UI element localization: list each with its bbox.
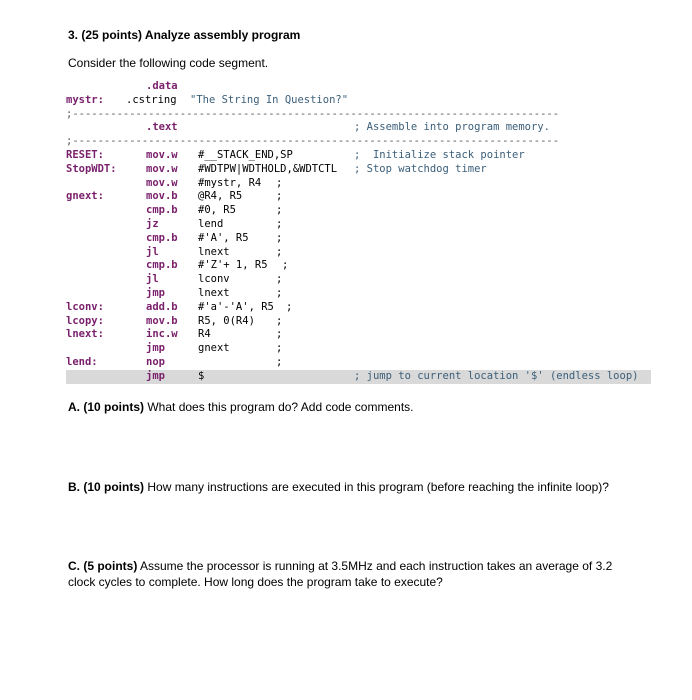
code-line	[66, 149, 651, 163]
instruction-operand: lconv	[198, 273, 230, 286]
intro-text: Consider the following code segment.	[68, 56, 269, 70]
instruction-mnemonic: mov.w	[146, 148, 178, 161]
code-line	[66, 342, 651, 356]
instruction-mnemonic: mov.b	[146, 314, 178, 327]
text-line	[66, 121, 651, 135]
instruction-operand: #'A', R5	[198, 231, 249, 244]
comment-marker: ;	[276, 355, 283, 368]
instruction-mnemonic: mov.b	[146, 190, 178, 203]
instruction-mnemonic: jmp	[146, 342, 165, 355]
text-comment: ; Assemble into program memory.	[354, 121, 550, 134]
question-a	[68, 399, 638, 415]
code-line	[66, 218, 651, 232]
instruction-mnemonic: mov.w	[146, 176, 178, 189]
code-line	[66, 204, 651, 218]
dash-line	[66, 135, 651, 149]
question-c	[68, 558, 638, 590]
instruction-mnemonic: inc.w	[146, 328, 178, 341]
instruction-operand: #mystr, R4	[198, 176, 262, 189]
question-b	[68, 479, 638, 495]
code-label: lend:	[66, 355, 98, 368]
question-b-text: How many instructions are executed in this program (before reaching the infinite loop)?	[144, 480, 609, 494]
code-line	[66, 273, 651, 287]
instruction-operand: #__STACK_END,SP	[198, 148, 293, 161]
question-c-text: Assume the processor is running at 3.5MHz and each instruction takes an average of 3.2 clock cycles to complete. How long does the program take to execute?	[68, 559, 613, 589]
comment-marker: ;	[276, 314, 283, 327]
question-heading: 3. (25 points) Analyze assembly program	[68, 28, 301, 42]
question-a-text: What does this program do? Add code comments.	[144, 400, 414, 414]
instruction-operand: #WDTPW|WDTHOLD,&WDTCTL	[198, 162, 338, 175]
instruction-mnemonic: jmp	[146, 369, 165, 382]
code-comment: ; jump to current location '$' (endless loop)	[354, 369, 639, 382]
code-line	[66, 301, 651, 315]
text-directive: .text	[146, 121, 178, 134]
instruction-mnemonic: jz	[146, 217, 159, 230]
instruction-mnemonic: nop	[146, 355, 165, 368]
comment-marker: ;	[276, 328, 283, 341]
comment-marker: ;	[276, 231, 283, 244]
code-comment: ; Initialize stack pointer	[354, 148, 525, 161]
question-b-label: B. (10 points)	[68, 480, 145, 494]
comment-marker: ;	[286, 300, 293, 313]
code-comment: ; Stop watchdog timer	[354, 162, 487, 175]
instruction-operand: R5, 0(R4)	[198, 314, 255, 327]
code-label: RESET:	[66, 148, 104, 161]
code-line	[66, 287, 651, 301]
instruction-operand: #'Z'+ 1, R5	[198, 259, 268, 272]
instruction-operand: gnext	[198, 342, 230, 355]
comment-marker: ;	[282, 259, 289, 272]
dash-line	[66, 108, 651, 122]
instruction-operand: #0, R5	[198, 204, 236, 217]
code-label: lcopy:	[66, 314, 104, 327]
dash-separator: ;-----------------------------------------------------------------------------	[66, 135, 560, 148]
code-label: lconv:	[66, 300, 104, 313]
code-label: StopWDT:	[66, 162, 117, 175]
comment-marker: ;	[276, 217, 283, 230]
comment-marker: ;	[276, 190, 283, 203]
comment-marker: ;	[276, 286, 283, 299]
instruction-operand: lend	[198, 217, 224, 230]
question-c-label: C. (5 points)	[68, 559, 138, 573]
code-listing	[66, 80, 651, 384]
data-directive: .data	[146, 80, 178, 92]
instruction-operand: lnext	[198, 286, 230, 299]
code-line	[66, 246, 651, 260]
code-line	[66, 328, 651, 342]
instruction-mnemonic: cmp.b	[146, 204, 178, 217]
code-line	[66, 356, 651, 370]
instruction-mnemonic: mov.w	[146, 162, 178, 175]
mystr-label: mystr:	[66, 93, 104, 106]
instruction-mnemonic: cmp.b	[146, 259, 178, 272]
instruction-operand: R4	[198, 328, 211, 341]
instruction-operand: $	[198, 369, 205, 382]
instruction-operand: lnext	[198, 245, 230, 258]
comment-marker: ;	[276, 176, 283, 189]
instruction-mnemonic: add.b	[146, 300, 178, 313]
code-line	[66, 232, 651, 246]
instruction-operand: @R4, R5	[198, 190, 243, 203]
question-a-label: A. (10 points)	[68, 400, 145, 414]
code-line	[66, 190, 651, 204]
code-label: lnext:	[66, 328, 104, 341]
instruction-operand: #'a'-'A', R5	[198, 300, 274, 313]
comment-marker: ;	[276, 245, 283, 258]
instruction-mnemonic: jmp	[146, 286, 165, 299]
comment-marker: ;	[276, 273, 283, 286]
code-line	[66, 315, 651, 329]
cstring-directive: .cstring	[126, 93, 177, 106]
comment-marker: ;	[276, 204, 283, 217]
code-line	[66, 163, 651, 177]
code-label: gnext:	[66, 190, 104, 203]
code-line	[66, 259, 651, 273]
cstring-line	[66, 94, 651, 108]
comment-marker: ;	[276, 342, 283, 355]
code-line	[66, 177, 651, 191]
cstring-value: "The String In Question?"	[190, 93, 349, 106]
instruction-mnemonic: cmp.b	[146, 231, 178, 244]
instruction-mnemonic: jl	[146, 245, 159, 258]
code-line	[66, 370, 651, 384]
data-line	[66, 80, 651, 94]
dash-separator: ;-----------------------------------------------------------------------------	[66, 107, 560, 120]
instruction-mnemonic: jl	[146, 273, 159, 286]
